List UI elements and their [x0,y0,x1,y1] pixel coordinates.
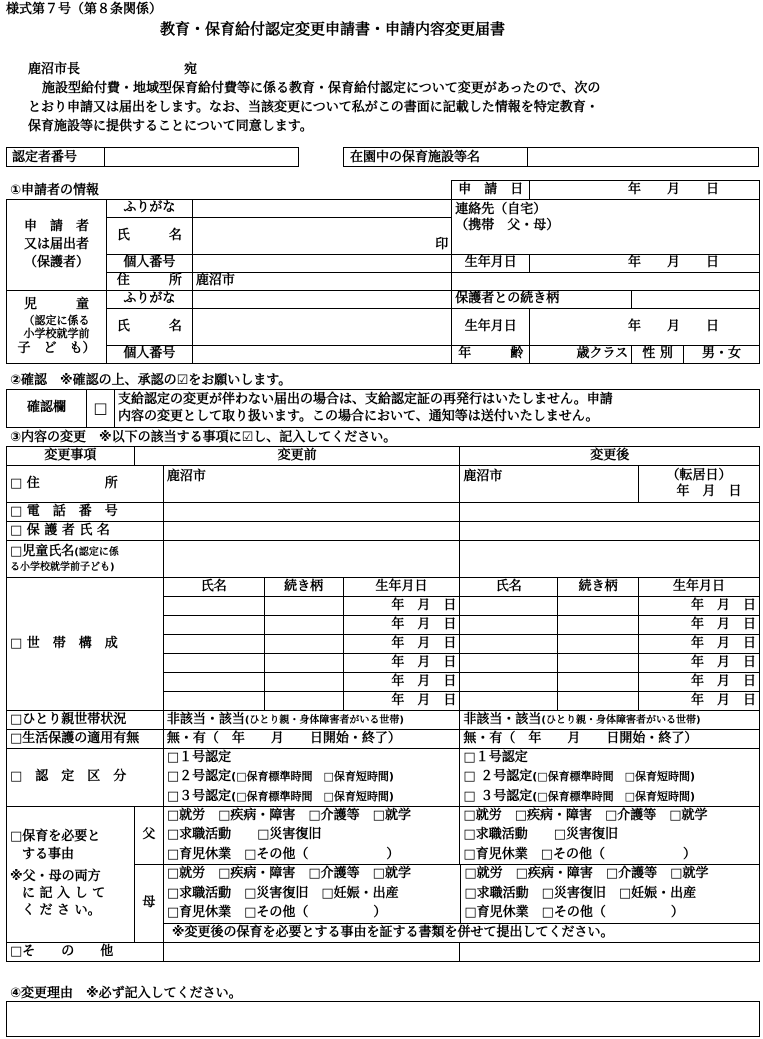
age-field[interactable]: 歳クラス [530,346,632,364]
section2-heading: ②確認 ※確認の上、承認の☑をお願いします。 [10,373,292,388]
phone-after[interactable] [460,503,760,522]
relation-label: 保護者との続き柄 [452,291,632,309]
child-birth-label: 生年月日 [452,309,530,346]
single-before[interactable]: 非該当・該当(ひとり親・身体障害者がいる世帯) [163,711,460,730]
child-name-field[interactable] [192,309,451,346]
col-item: 変更事項 [7,447,135,466]
applicant-table [6,180,760,364]
child-personal-no-label: 個人番号 [106,346,192,364]
col-after: 変更後 [460,447,760,466]
form-title: 教育・保育給付認定変更申請書・申請内容変更届書 [160,20,506,38]
move-date[interactable]: （転居日） 年 月 日 [639,466,760,503]
table-row: 年 月 日 年 月 日 [7,654,760,673]
child-label: 児 童 （認定に係る 小学校就学前 子 ど も） [7,291,107,364]
intro-line-3: 保育施設等に提供することについて同意します。 [28,119,313,134]
row-single-parent[interactable]: □ひとり親世帯状況 [7,711,164,730]
facility-label: 在園中の保育施設等名 [350,150,481,165]
address-before[interactable]: 鹿沼市 [163,466,460,503]
child-furigana-label: ふりがな [106,291,192,309]
row-category[interactable]: □ 認 定 区 分 [7,749,164,807]
child-furigana-field[interactable] [192,291,451,309]
hh-rel-after: 続き柄 [558,578,639,597]
category-before[interactable]: □１号認定 □２号認定(□保育標準時間 □保育短時間) □３号認定(□保育標準時間 □保育短時間) [163,749,460,807]
child-name-after[interactable] [460,541,760,578]
confirm-label: 確認欄 [7,390,87,428]
row-reason[interactable]: □保育を必要と する事由 ※父・母の両方 に 記 入 し て く だ さ い。 [7,807,135,943]
row-phone[interactable]: □ 電 話 番 号 [7,503,164,522]
applicant-name-label: 氏 名 [106,218,192,255]
mother-before[interactable]: □就労 □疾病・障害 □介護等 □就学 □求職活動 □災害復旧 □妊娠・出産 □育児休業 □その他（ ） [164,865,461,923]
section4-heading: ④変更理由 ※必ず記入してください。 [10,986,242,1001]
guardian-after[interactable] [460,522,760,541]
table-row: 年 月 日 年 月 日 [7,673,760,692]
row-household[interactable]: □ 世 帯 構 成 [7,578,164,711]
reason-note: ※変更後の保育を必要とする事由を証する書類を併せて提出してください。 [171,924,614,940]
row-other[interactable]: □そ の 他 [7,943,164,962]
change-table [6,446,760,962]
applicant-label: 申 請 者 又は届出者 （保護者） [7,200,107,291]
table-row: 年 月 日 年 月 日 [7,635,760,654]
other-after[interactable] [460,943,760,962]
welfare-after[interactable]: 無・有（ 年 月 日開始・終了） [460,730,760,749]
father-before[interactable]: □就労 □疾病・障害 □介護等 □就学 □求職活動 □災害復旧 □育児休業 □その他（ ） [163,807,460,865]
change-reason-field[interactable] [6,1001,760,1037]
col-before: 変更前 [134,447,460,466]
welfare-before[interactable]: 無・有（ 年 月 日開始・終了） [163,730,460,749]
child-name-before[interactable] [163,541,460,578]
address-after[interactable]: 鹿沼市 [460,466,639,503]
form-number: 様式第７号（第８条関係） [6,2,163,17]
confirm-checkbox[interactable]: □ [87,390,115,428]
father-after[interactable]: □就労 □疾病・障害 □介護等 □就学 □求職活動 □災害復旧 □育児休業 □その他（ ） [460,807,760,865]
row-guardian[interactable]: □ 保 護 者 氏 名 [7,522,164,541]
addressee: 鹿沼市長 宛 [28,62,198,77]
intro-line-2: とおり申請又は届出をします。なお、当該変更について私がこの書面に記載した情報を特定教育・ [28,100,599,115]
section1-heading: ①申請者の情報 [10,183,100,198]
mother-label: 母 [134,865,163,943]
applicant-personal-no-label: 個人番号 [106,255,192,273]
single-after[interactable]: 非該当・該当(ひとり親・身体障害者がいる世帯) [460,711,760,730]
row-child-name[interactable]: □児童氏名(認定に係 る小学校就学前子ども) [7,541,164,578]
applicant-address-label: 住 所 [106,273,192,291]
hh-birth-before: 生年月日 [343,578,460,597]
applicant-birth-label: 生年月日 [452,255,530,273]
section3-heading: ③内容の変更 ※以下の該当する事項に☑し、記入してください。 [10,430,397,445]
applicant-birth-field[interactable]: 年 月 日 [530,255,760,273]
applicant-address-field[interactable]: 鹿沼市 [192,273,451,291]
confirm-text: 支給認定の変更が伴わない届出の場合は、支給認定証の再発行はいたしません。申請 内容の変更として取り扱います。この場合において、通知等は送付いたしません。 [115,390,760,428]
row-address[interactable]: □ 住 所 [7,466,164,503]
guardian-before[interactable] [163,522,460,541]
apply-date-value[interactable]: 年 月 日 [530,181,760,200]
mother-after[interactable]: □就労 □疾病・障害 □介護等 □就学 □求職活動 □災害復旧 □妊娠・出産 □育児休業 □その他（ ） [461,865,759,923]
hh-name-before: 氏名 [163,578,264,597]
apply-date-label: 申 請 日 [452,181,530,200]
confirm-table [6,389,760,428]
gender-label: 性 別 [632,346,684,364]
applicant-furigana-label: ふりがな [106,200,192,218]
phone-before[interactable] [163,503,460,522]
table-row: 年 月 日 年 月 日 [7,692,760,711]
category-after[interactable]: □１号認定 □ ２号認定(□保育標準時間 □保育短時間) □ ３号認定(□保育標準時間 □保育短時間) [460,749,760,807]
other-before[interactable] [163,943,460,962]
hh-rel-before: 続き柄 [264,578,343,597]
age-label: 年 齢 [452,346,530,364]
hh-name-after: 氏名 [460,578,558,597]
hh-birth-after: 生年月日 [639,578,760,597]
contact-cell[interactable]: 連絡先（自宅） （携帯 父・母） [452,200,760,255]
seal-mark: 印 [435,236,449,252]
gender-field[interactable]: 男・女 [684,346,760,364]
row-welfare[interactable]: □生活保護の適用有無 [7,730,164,749]
father-label: 父 [134,807,163,865]
child-name-label: 氏 名 [106,309,192,346]
child-personal-no-field[interactable] [192,346,451,364]
applicant-personal-no-field[interactable] [192,255,451,273]
intro-line-1: 施設型給付費・地域型保育給付費等に係る教育・保育給付認定について変更があったので、次の [42,81,601,96]
cert-number-label: 認定者番号 [12,150,78,165]
table-row: 年 月 日 年 月 日 [7,616,760,635]
applicant-furigana-field[interactable] [192,200,451,218]
child-birth-field[interactable]: 年 月 日 [530,309,760,346]
relation-field[interactable] [632,291,760,309]
applicant-name-field[interactable] [192,218,451,255]
table-row: 年 月 日 年 月 日 [7,597,760,616]
